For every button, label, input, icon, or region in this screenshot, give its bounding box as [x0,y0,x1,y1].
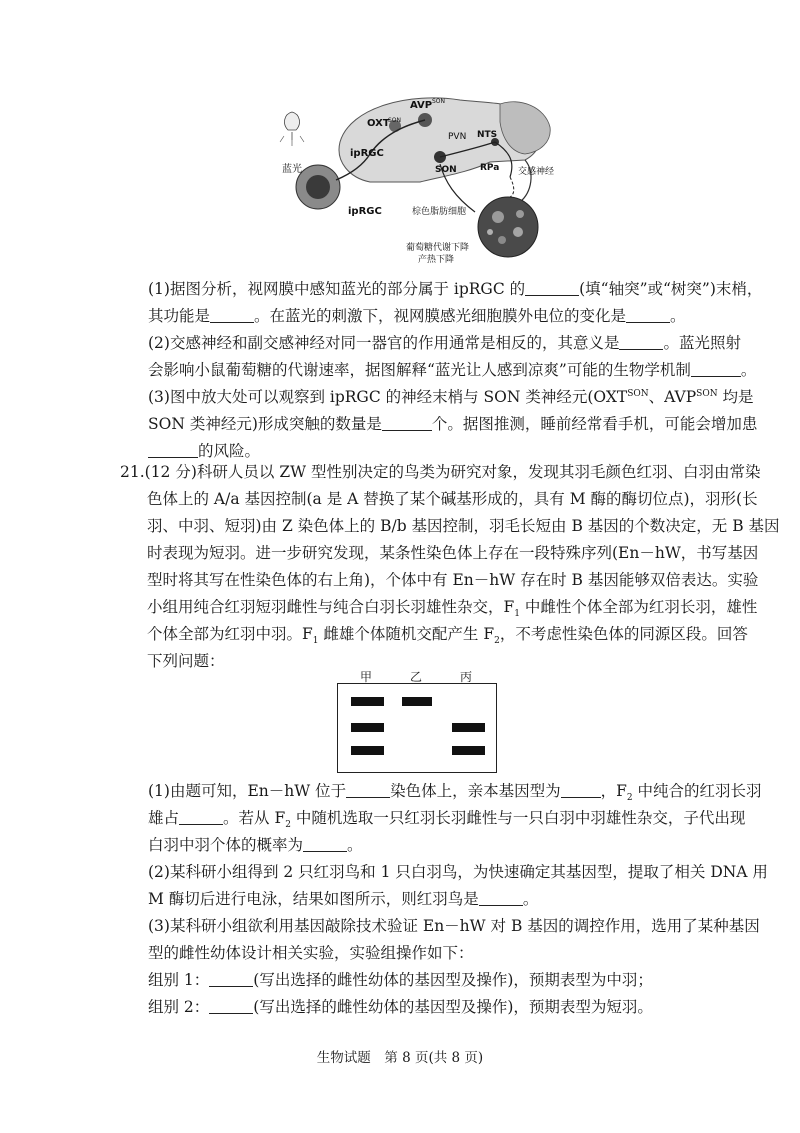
gel-lane-label-3: 丙 [460,670,473,684]
q21-line-1: 21.(12 分)科研人员以 ZW 型性别决定的鸟类为研究对象，发现其羽毛颜色红羽、白羽由常染 [120,463,761,481]
q20-line-4: 会影响小鼠葡萄糖的代谢速率，据图解释“蓝光让人感到凉爽”可能的生物学机制 。 [148,361,757,379]
q21-group-1: 组别 1： (写出选择的雌性幼体的基因型及操作)，预期表型为中羽； [148,971,653,989]
q21-sub-1-line-1: (1)由题可知，En－hW 位于 染色体上，亲本基因型为 ，$F_2$ 中纯合的红羽长羽 [148,782,762,804]
blue-light-icon [280,112,304,146]
q21-line-5: 型时将其写在性染色体的右上角)，个体中有 En－hW 存在时 B 基因能够双倍表达。实验 [147,571,759,589]
q21-group-2: 组别 2： (写出选择的雌性幼体的基因型及操作)，预期表型为短羽。 [148,998,653,1016]
q21-sub-3-line-1: (3)某科研小组欲利用基因敲除技术验证 En－hW 对 B 基因的调控作用，选用了某种基因 [148,917,760,935]
label-rpa: RPa [480,163,500,173]
answer-blank[interactable] [525,281,579,296]
q21-line-8: 下列问题： [147,652,225,670]
q21-line-7: 个体全部为红羽中羽。$F_1$ 雌雄个体随机交配产生 $F_2$，不考虑性染色体的同源区段。回答 [147,625,748,647]
answer-blank[interactable] [691,362,741,377]
label-blue-light: 蓝光 [282,164,302,175]
label-iprgc-top: ipRGC [350,148,384,159]
answer-blank[interactable] [148,443,198,458]
q21-sub-2-line-1: (2)某科研小组得到 2 只红羽鸟和 1 只白羽鸟，为快速确定其基因型，提取了相关 DNA 用 [148,863,768,881]
q21-stem [120,459,780,675]
q20-line-6: SON 类神经元)形成突触的数量是 个。据图推测，睡前经常看手机，可能会增加患 [148,415,758,433]
q20-text [148,276,763,465]
label-oxt-sup: SON [388,117,402,124]
gel-band [351,697,384,706]
q20-line-3: (2)交感神经和副交感神经对同一器官的作用通常是相反的，其意义是 。蓝光照射 [148,334,741,352]
q20-line-7: 的风险。 [148,438,728,465]
brain-diagram-svg [270,82,580,272]
q21-sub-1-line-3: 白羽中羽个体的概率为 。 [148,836,363,854]
answer-blank[interactable] [210,308,254,323]
brown-fat-cell-icon [478,197,538,257]
q21-line-2: 色体上的 A/a 基因控制(a 是 A 替换了某个碱基形成的，具有 M 酶的酶切位点)，羽形(长 [147,490,758,508]
answer-blank[interactable] [179,810,223,825]
gel-lane-label-2: 乙 [410,670,423,684]
q21-line-6: 小组用纯合红羽短羽雌性与纯合白羽长羽雄性杂交，$F_1$ 中雌性个体全部为红羽长羽，雄性 [147,598,758,620]
label-avp-sup: SON [432,98,446,105]
label-nts: NTS [477,130,498,140]
q21-subquestions [148,778,768,1021]
q21-line-3: 羽、中羽、短羽)由 Z 染色体上的 B/b 基因控制，羽毛长短由 B 基因的个数决定，无 B 基因 [147,517,780,535]
answer-blank[interactable] [382,416,432,431]
answer-blank[interactable] [209,972,253,987]
gel-band [351,723,384,732]
q20-line-2: 其功能是 。在蓝光的刺激下，视网膜感光细胞膜外电位的变化是 。 [148,307,686,325]
page-footer: 生物试题 第 8 页(共 8 页) [316,1050,484,1066]
q21-sub-3-line-2: 型的雌性幼体设计相关实验，实验组操作如下： [148,944,474,962]
label-iprgc-bottom: ipRGC [348,206,382,217]
q20-line-1: (1)据图分析，视网膜中感知蓝光的部分属于 ipRGC 的 (填“轴突”或“树突”)末梢， [148,280,763,298]
answer-blank[interactable] [619,335,663,350]
answer-blank[interactable] [303,837,347,852]
gel-band [452,746,485,755]
label-outcome-2: 产热下降 [418,255,455,265]
q21-sub-2-line-2: M 酶切后进行电泳，结果如图所示，则红羽鸟是 。 [148,890,539,908]
answer-blank[interactable] [209,999,253,1014]
label-outcome-1: 葡萄糖代谢下降 [406,243,470,253]
answer-blank[interactable] [626,308,670,323]
gel-band [452,723,485,732]
label-brown-fat: 棕色脂肪细胞 [412,207,467,217]
q21-line-4: 时表现为短羽。进一步研究发现，某条性染色体上存在一段特殊序列(En－hW，书写基因 [147,544,759,562]
brain-diagram-figure [270,82,580,272]
gel-lane-label-1: 甲 [360,670,373,684]
q20-line-5: (3)图中放大处可以观察到 ipRGC 的神经末梢与 SON 类神经元($OXT^{SON}$、$AVP^{SON}$ 均是 [148,388,754,406]
gel-band [402,697,432,706]
gel-figure [337,683,497,773]
answer-blank[interactable] [561,783,601,798]
answer-blank[interactable] [479,891,523,906]
label-oxt: OXT [367,118,390,129]
label-avp: AVP [410,100,433,111]
gel-band [351,746,384,755]
label-sympathetic: 交感神经 [518,167,555,177]
answer-blank[interactable] [346,783,390,798]
label-son: SON [435,165,457,175]
label-pvn: PVN [448,132,467,142]
q21-sub-1-line-2: 雄占 。若从 $F_2$ 中随机选取一只红羽长羽雌性与一只白羽中羽雄性杂交，子代出现 [148,809,746,831]
sympathetic-arrow [510,177,514,197]
